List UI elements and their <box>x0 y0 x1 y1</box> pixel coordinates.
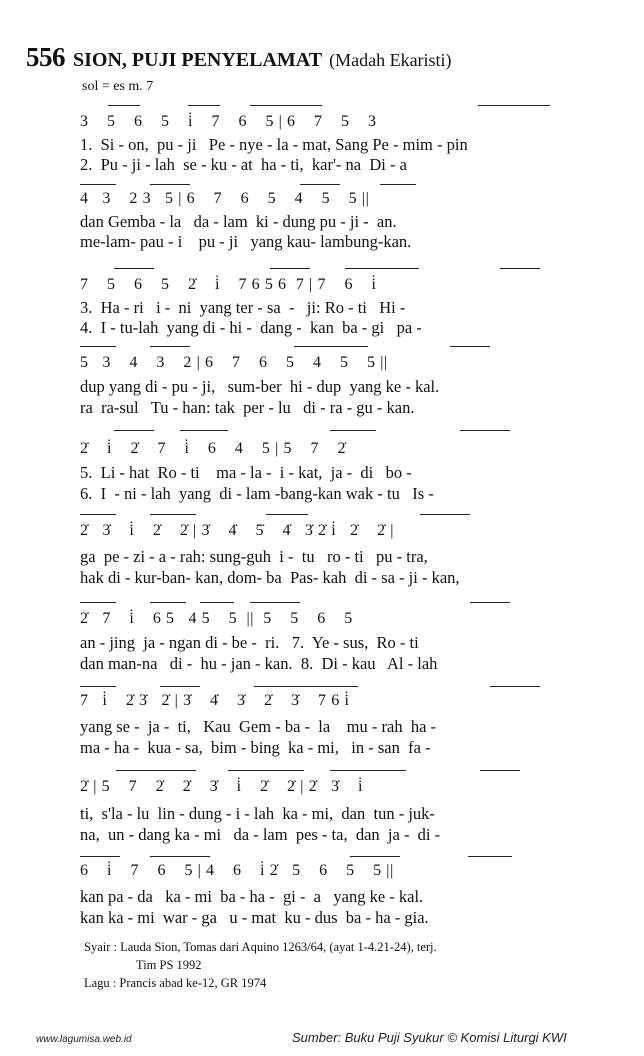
lyric-line: 5. Li - hat Ro - ti ma - la - i - kat, ja - di bo - <box>80 463 412 482</box>
beam-line <box>500 268 540 269</box>
lyric-line: ma - ha - kua - sa, bim - bing ka - mi, in - san fa - <box>80 738 431 757</box>
lyric-line: me-lam- pau - i pu - ji yang kau- lambung-kan. <box>80 232 412 251</box>
notation-line: 6 i̇ 7 6 5 | 4 6 i̇ 2̇ 5 6 5 5 || <box>80 862 394 879</box>
beam-line <box>350 856 400 857</box>
hymn-title: SION, PUJI PENYELAMAT <box>73 49 323 71</box>
lyric-line: 6. I - ni - lah yang di - lam -bang-kan wak - tu Is - <box>80 484 434 503</box>
notation-line: 5 3 4 3 2 | 6 7 6 5 4 5 5 || <box>80 354 388 371</box>
lyric-line: dan man-na di - hu - jan - kan. 8. Di - kau Al - lah <box>80 654 438 673</box>
notation-line: 2̇ 7 i̇ 6 5 4 5 5 || 5 5 6 5 <box>80 610 353 627</box>
lyric-line: 1. Si - on, pu - ji Pe - nye - la - mat, Sang Pe - mim - pin <box>80 135 468 154</box>
lyric-line: hak di - kur-ban- kan, dom- ba Pas- kah di - sa - ji - kan, <box>80 568 460 587</box>
beam-line <box>80 346 116 347</box>
beam-line <box>150 856 210 857</box>
beam-line <box>420 514 470 515</box>
credit-lagu: Lagu : Prancis abad ke-12, GR 1974 <box>84 976 267 990</box>
lyric-line: ti, s'la - lu lin - dung - i - lah ka - mi, dan tun - juk- <box>80 804 435 823</box>
beam-line <box>150 514 196 515</box>
notation-line: 7 i̇ 2̇ 3̇ 2̇ | 3̇ 4̇ 3̇ 2̇ 3̇ 7 6 i̇ <box>80 692 350 709</box>
beam-line <box>80 184 116 185</box>
beam-line <box>294 346 368 347</box>
beam-line <box>114 268 154 269</box>
key-signature: sol = es m. 7 <box>82 79 154 94</box>
beam-line <box>150 184 190 185</box>
notation-line: 2̇ i̇ 2̇ 7 i̇ 6 4 5 | 5 7 2̇ <box>80 440 347 457</box>
lyric-line: yang se - ja - ti, Kau Gem - ba - la mu - rah ha - <box>80 717 437 736</box>
lyric-line: 2. Pu - ji - lah se - ku - at ha - ti, kar'- na Di - a <box>80 155 407 174</box>
beam-line <box>380 184 416 185</box>
beam-line <box>116 770 196 771</box>
beam-line <box>250 105 322 106</box>
lyric-line: 3. Ha - ri i - ni yang ter - sa - ji: Ro - ti Hi - <box>80 298 406 317</box>
lyric-line: kan pa - da ka - mi ba - ha - gi - a yang ke - kal. <box>80 887 424 906</box>
source-footer: Sumber: Buku Puji Syukur © Komisi Liturgi KWI <box>292 1030 567 1045</box>
beam-line <box>150 602 186 603</box>
beam-line <box>330 770 406 771</box>
beam-line <box>300 184 340 185</box>
beam-line <box>180 430 228 431</box>
beam-line <box>266 514 308 515</box>
notation-line: 2̇ | 5 7 2̇ 2̇ 3̇ i̇ 2̇ 2̇ | 2̇ 3̇ i̇ <box>80 778 364 795</box>
beam-line <box>468 856 512 857</box>
beam-line <box>250 602 300 603</box>
beam-line <box>80 686 116 687</box>
notation-line: 7 5 6 5 2̇ i̇ 7 6 5 6 7 | 7 6 i̇ <box>80 276 377 293</box>
beam-line <box>345 268 419 269</box>
beam-line <box>114 430 154 431</box>
lyric-line: an - jing ja - ngan di - be - ri. 7. Ye - sus, Ro - ti <box>80 633 419 652</box>
beam-line <box>480 770 520 771</box>
lyric-line: kan ka - mi war - ga u - mat ku - dus ba - ha - gia. <box>80 908 429 927</box>
lyric-line: dan Gemba - la da - lam ki - dung pu - ji - an. <box>80 212 397 231</box>
beam-line <box>188 105 220 106</box>
beam-line <box>108 105 140 106</box>
lyric-line: 4. I - tu-lah yang di - hi - dang - kan ba - gi pa - <box>80 318 422 337</box>
credit-syair-cont: Tim PS 1992 <box>136 958 202 972</box>
beam-line <box>80 602 116 603</box>
beam-line <box>200 602 234 603</box>
beam-line <box>460 430 510 431</box>
beam-line <box>478 105 550 106</box>
beam-line <box>330 430 376 431</box>
beam-line <box>150 346 190 347</box>
notation-line: 2̇ 3̇ i̇ 2̇ 2̇ | 3̇ 4̇ 5̇ 4̇ 3̇ 2̇ i̇ 2̇ 2̇ | <box>80 522 395 539</box>
lyric-line: ga pe - zi - a - rah: sung-guh i - tu ro - ti pu - tra, <box>80 547 428 566</box>
website-footer: www.lagumisa.web.id <box>36 1034 132 1045</box>
beam-line <box>254 686 358 687</box>
beam-line <box>490 686 540 687</box>
lyric-line: ra ra-sul Tu - han: tak per - lu di - ra - gu - kan. <box>80 398 415 417</box>
credit-syair: Syair : Lauda Sion, Tomas dari Aquino 1263/64, (ayat 1-4.21-24), terj. <box>84 940 437 954</box>
hymn-subtitle: (Madah Ekaristi) <box>329 50 452 70</box>
lyric-line: dup yang di - pu - ji, sum-ber hi - dup yang ke - kal. <box>80 377 440 396</box>
beam-line <box>80 514 116 515</box>
notation-line: 4 3 2 3 5 | 6 7 6 5 4 5 5 || <box>80 190 370 207</box>
notation-line: 3 5 6 5 i̇ 7 6 5 | 6 7 5 3 <box>80 113 377 130</box>
beam-line <box>80 856 120 857</box>
beam-line <box>160 686 200 687</box>
hymn-number: 556 <box>26 42 65 72</box>
beam-line <box>270 268 310 269</box>
beam-line <box>470 602 510 603</box>
hymn-header <box>26 42 452 73</box>
lyric-line: na, un - dang ka - mi da - lam pes - ta, dan ja - di - <box>80 825 441 844</box>
beam-line <box>450 346 490 347</box>
beam-line <box>228 770 304 771</box>
